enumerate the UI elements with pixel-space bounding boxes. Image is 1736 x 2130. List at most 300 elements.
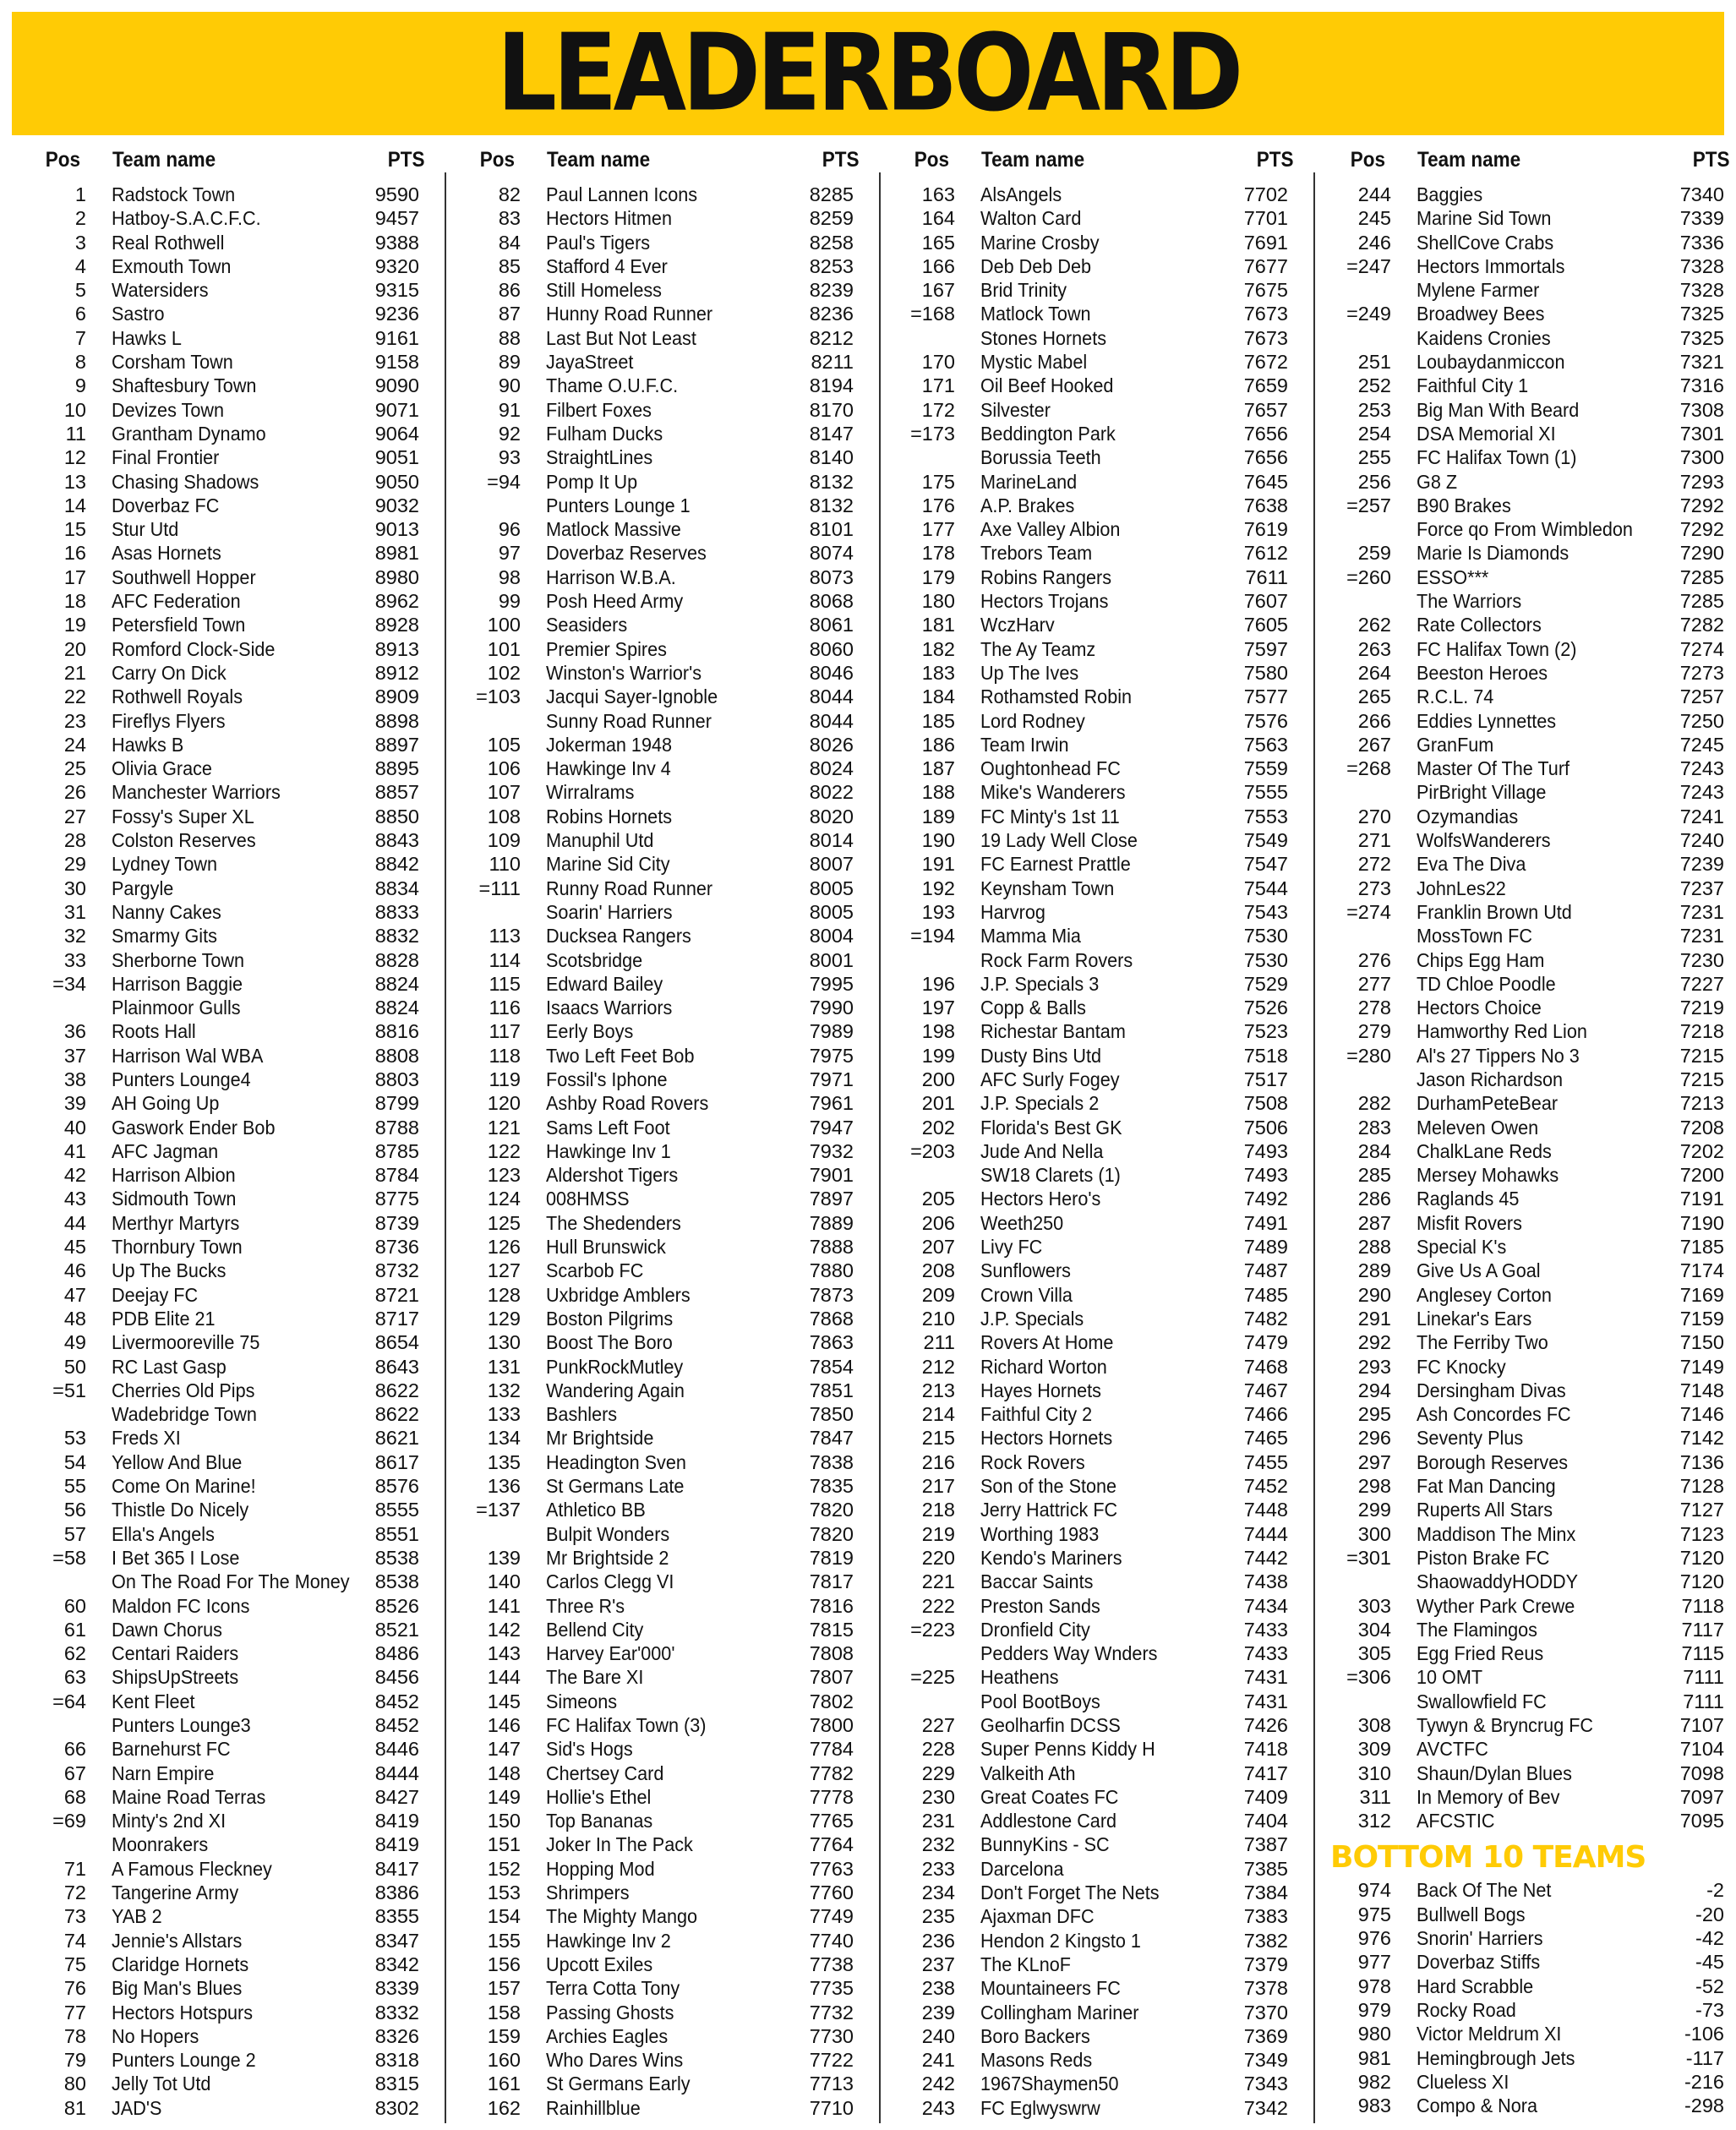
table-row — [29, 637, 434, 661]
position-cell: 276 — [1357, 948, 1391, 971]
table-row — [1334, 2094, 1736, 2117]
table-row — [1334, 1355, 1736, 1379]
position-cell: 240 — [921, 2024, 955, 2047]
position-cell: 7 — [74, 326, 86, 349]
points-cell: 7702 — [1243, 183, 1288, 205]
position-cell: 175 — [921, 470, 955, 493]
table-row — [898, 996, 1303, 1019]
table-row — [898, 756, 1303, 780]
position-cell: =173 — [910, 422, 955, 445]
points-cell: 8788 — [374, 1116, 419, 1139]
position-cell: 219 — [921, 1522, 955, 1545]
position-cell: 134 — [487, 1427, 521, 1450]
position-cell: 50 — [63, 1355, 86, 1378]
points-cell: 8643 — [374, 1355, 419, 1378]
team-name-cell: MarineLand — [980, 470, 1078, 493]
position-cell: 139 — [487, 1546, 521, 1569]
table-row — [1334, 350, 1736, 374]
points-cell: 7530 — [1243, 925, 1288, 948]
table-row — [1334, 948, 1736, 972]
position-cell: 41 — [63, 1139, 86, 1162]
table-row — [29, 541, 434, 565]
points-cell: -106 — [1684, 2023, 1724, 2045]
team-name-cell: Hull Brunswick — [546, 1236, 666, 1259]
points-cell: 9161 — [374, 326, 419, 349]
team-name-cell: The Shedenders — [546, 1211, 681, 1234]
team-name-cell: Rocky Road — [1417, 1998, 1516, 2021]
table-row — [463, 1832, 869, 1856]
table-row — [898, 302, 1303, 325]
points-cell: 7989 — [809, 1020, 854, 1043]
team-name-cell: Team Irwin — [980, 733, 1069, 756]
points-cell: 7580 — [1243, 661, 1288, 684]
table-row — [898, 1785, 1303, 1809]
points-cell: 7675 — [1243, 279, 1288, 302]
position-cell: 239 — [921, 2001, 955, 2024]
points-cell: 7820 — [809, 1499, 854, 1521]
table-row — [463, 1068, 869, 1091]
points-cell: 8621 — [374, 1427, 419, 1450]
points-cell: 9090 — [374, 374, 419, 397]
team-name-cell: Chertsey Card — [546, 1761, 664, 1784]
table-row — [29, 1068, 434, 1091]
team-name-cell: JohnLes22 — [1417, 877, 1506, 899]
points-cell: 7645 — [1243, 470, 1288, 493]
team-name-cell: No Hopers — [112, 2024, 199, 2047]
table-row — [463, 1904, 869, 1928]
position-cell: 312 — [1357, 1810, 1391, 1832]
table-row — [463, 2072, 869, 2095]
team-name-cell: PDB Elite 21 — [112, 1307, 216, 1330]
table-row — [463, 445, 869, 469]
position-cell: 298 — [1357, 1475, 1391, 1498]
team-name-cell: Harvrog — [980, 900, 1045, 923]
position-cell: 177 — [921, 518, 955, 541]
points-cell: 8850 — [374, 805, 419, 827]
team-name-cell: Dronfield City — [980, 1618, 1090, 1641]
points-cell: 7482 — [1243, 1307, 1288, 1330]
position-cell: 308 — [1357, 1714, 1391, 1736]
team-name-cell: Hectors Hotspurs — [112, 2001, 254, 2024]
position-cell: 2 — [74, 207, 86, 230]
team-name-cell: Big Man With Beard — [1417, 398, 1580, 421]
position-cell: 75 — [63, 1952, 86, 1975]
table-row — [463, 1641, 869, 1665]
points-cell: 7120 — [1679, 1570, 1724, 1593]
team-name-cell: Bulpit Wonders — [546, 1522, 670, 1545]
team-name-cell: Jude And Nella — [980, 1139, 1104, 1162]
points-cell: 7442 — [1243, 1546, 1288, 1569]
team-name-cell: Hawkinge Inv 4 — [546, 757, 671, 780]
points-cell: 7369 — [1243, 2024, 1288, 2047]
team-name-cell: Faithful City 2 — [980, 1403, 1093, 1426]
points-cell: 7465 — [1243, 1427, 1288, 1450]
points-cell: 7995 — [809, 972, 854, 995]
table-row — [29, 1474, 434, 1498]
points-cell: 9388 — [374, 231, 419, 254]
team-name-cell: JayaStreet — [546, 351, 634, 374]
position-cell: 157 — [487, 1977, 521, 2000]
position-cell: 980 — [1357, 2023, 1391, 2045]
team-name-cell: Hectors Immortals — [1417, 254, 1565, 277]
points-cell: 8452 — [374, 1714, 419, 1736]
position-cell: =249 — [1346, 303, 1391, 325]
team-name-cell: Cherries Old Pips — [112, 1379, 255, 1401]
points-cell: 8897 — [374, 733, 419, 756]
position-cell: 295 — [1357, 1403, 1391, 1426]
points-cell: 7659 — [1243, 374, 1288, 397]
position-cell: 215 — [921, 1427, 955, 1450]
points-cell: 9315 — [374, 279, 419, 302]
team-name-cell: WczHarv — [980, 614, 1055, 636]
team-name-cell: Posh Heed Army — [546, 590, 684, 613]
position-cell: =64 — [52, 1690, 86, 1712]
table-row — [463, 1163, 869, 1187]
points-cell: 7493 — [1243, 1139, 1288, 1162]
table-row — [1334, 1618, 1736, 1641]
table-row — [1334, 1594, 1736, 1618]
position-cell: 10 — [63, 398, 86, 421]
table-row — [463, 1713, 869, 1737]
position-cell: 286 — [1357, 1188, 1391, 1210]
points-cell: 7526 — [1243, 997, 1288, 1019]
team-name-cell: 008HMSS — [546, 1188, 630, 1210]
position-cell: 976 — [1357, 1927, 1391, 1950]
points-cell: 7975 — [809, 1044, 854, 1067]
points-cell: 7479 — [1243, 1331, 1288, 1354]
points-cell: 7491 — [1243, 1211, 1288, 1234]
position-cell: 982 — [1357, 2070, 1391, 2093]
points-cell: 7597 — [1243, 637, 1288, 660]
header-pos: Pos — [45, 148, 81, 172]
column-header — [463, 144, 869, 176]
table-row — [29, 685, 434, 708]
position-cell: 200 — [921, 1068, 955, 1090]
table-row — [898, 1091, 1303, 1115]
position-cell: 143 — [487, 1642, 521, 1665]
table-row — [1334, 278, 1736, 302]
position-cell: =223 — [910, 1618, 955, 1641]
team-name-cell: Archies Eagles — [546, 2024, 669, 2047]
points-cell: 8140 — [809, 446, 854, 469]
team-name-cell: Heathens — [980, 1666, 1059, 1689]
points-cell: 8617 — [374, 1450, 419, 1473]
points-cell: 7231 — [1679, 925, 1724, 948]
team-name-cell: Linekar's Ears — [1417, 1307, 1532, 1330]
position-cell: 9 — [74, 374, 86, 397]
table-row — [898, 326, 1303, 350]
team-name-cell: FC Earnest Prattle — [980, 853, 1131, 876]
points-cell: 7215 — [1679, 1068, 1724, 1090]
position-cell: 122 — [487, 1139, 521, 1162]
team-name-cell: Soarin' Harriers — [546, 900, 673, 923]
points-cell: 7850 — [809, 1403, 854, 1426]
points-cell: 7732 — [809, 2001, 854, 2024]
team-name-cell: B90 Brakes — [1417, 494, 1511, 516]
team-name-cell: Dersingham Divas — [1417, 1379, 1566, 1401]
team-name-cell: Winston's Warrior's — [546, 661, 702, 684]
team-name-cell: Harrison Wal WBA — [112, 1044, 264, 1067]
team-name-cell: Harrison Baggie — [112, 972, 243, 995]
table-row — [1334, 1379, 1736, 1402]
position-cell: 244 — [1357, 183, 1391, 205]
team-name-cell: Deb Deb Deb — [980, 254, 1091, 277]
table-row — [29, 1881, 434, 1904]
position-cell: 108 — [487, 805, 521, 827]
position-cell: 300 — [1357, 1522, 1391, 1545]
position-cell: 217 — [921, 1475, 955, 1498]
table-row — [1334, 1522, 1736, 1546]
table-row — [463, 2048, 869, 2072]
table-row — [1334, 877, 1736, 900]
table-row — [898, 1952, 1303, 1976]
position-cell: 135 — [487, 1450, 521, 1473]
position-cell: 171 — [921, 374, 955, 397]
points-cell: 7343 — [1243, 2073, 1288, 2095]
team-name-cell: Rock Farm Rovers — [980, 948, 1133, 971]
team-name-cell: Filbert Foxes — [546, 398, 652, 421]
position-cell: 222 — [921, 1594, 955, 1617]
position-cell: 148 — [487, 1761, 521, 1784]
table-row — [898, 1737, 1303, 1761]
position-cell: =280 — [1346, 1044, 1391, 1067]
position-cell: 270 — [1357, 805, 1391, 827]
team-name-cell: Nanny Cakes — [112, 900, 221, 923]
table-row — [1334, 852, 1736, 876]
position-cell: =274 — [1346, 900, 1391, 923]
table-row — [463, 1570, 869, 1593]
position-cell: 91 — [498, 398, 521, 421]
position-cell: =306 — [1346, 1666, 1391, 1689]
team-name-cell: Bashlers — [546, 1403, 618, 1426]
table-row — [898, 709, 1303, 733]
points-cell: 8339 — [374, 1977, 419, 2000]
team-name-cell: Seasiders — [546, 614, 628, 636]
points-cell: 8739 — [374, 1211, 419, 1234]
table-row — [29, 877, 434, 900]
team-name-cell: Shrimpers — [546, 1882, 630, 1904]
team-name-cell: ShipsUpStreets — [112, 1666, 239, 1689]
points-cell: 8622 — [374, 1379, 419, 1401]
team-name-cell: AFC Jagman — [112, 1139, 219, 1162]
position-cell: 66 — [63, 1738, 86, 1761]
table-row — [1334, 422, 1736, 445]
position-cell: 291 — [1357, 1307, 1391, 1330]
team-name-cell: Wyther Park Crewe — [1417, 1594, 1575, 1617]
position-cell: 159 — [487, 2024, 521, 2047]
table-row — [898, 1522, 1303, 1546]
header-pts: PTS — [1692, 148, 1730, 172]
table-row — [463, 1498, 869, 1521]
points-cell: 7098 — [1679, 1761, 1724, 1784]
table-row — [463, 278, 869, 302]
table-row — [1334, 637, 1736, 661]
position-cell: 259 — [1357, 542, 1391, 565]
position-cell: 147 — [487, 1738, 521, 1761]
points-cell: 7802 — [809, 1690, 854, 1712]
team-name-cell: Top Bananas — [546, 1810, 653, 1832]
table-row — [29, 494, 434, 517]
points-cell: 7889 — [809, 1211, 854, 1234]
team-name-cell: Harvey Ear'000' — [546, 1642, 675, 1665]
position-cell: 181 — [921, 614, 955, 636]
position-cell: 285 — [1357, 1164, 1391, 1187]
team-name-cell: Anglesey Corton — [1417, 1283, 1552, 1306]
table-row — [1334, 1211, 1736, 1235]
position-cell: 81 — [63, 2096, 86, 2119]
points-cell: 7417 — [1243, 1761, 1288, 1784]
position-cell: 158 — [487, 2001, 521, 2024]
team-name-cell: Jerry Hattrick FC — [980, 1499, 1118, 1521]
table-row — [463, 637, 869, 661]
table-row — [1334, 254, 1736, 278]
table-row — [463, 1976, 869, 2000]
table-row — [1334, 1450, 1736, 1474]
position-cell: 71 — [63, 1857, 86, 1880]
position-cell: 101 — [487, 637, 521, 660]
team-name-cell: Jason Richardson — [1417, 1068, 1564, 1090]
team-name-cell: Up The Ives — [980, 661, 1079, 684]
points-cell: 7257 — [1679, 685, 1724, 708]
points-cell: 8576 — [374, 1475, 419, 1498]
points-cell: 7947 — [809, 1116, 854, 1139]
table-row — [29, 756, 434, 780]
points-cell: 7619 — [1243, 518, 1288, 541]
position-cell: 30 — [63, 877, 86, 899]
points-cell: 7136 — [1679, 1450, 1724, 1473]
position-cell: 975 — [1357, 1903, 1391, 1925]
position-cell: 80 — [63, 2073, 86, 2095]
team-name-cell: Dawn Chorus — [112, 1618, 222, 1641]
team-name-cell: Hunny Road Runner — [546, 303, 713, 325]
position-cell: 77 — [63, 2001, 86, 2024]
table-row — [463, 1737, 869, 1761]
points-cell: 8736 — [374, 1236, 419, 1259]
points-cell: 7383 — [1243, 1905, 1288, 1928]
position-cell: 22 — [63, 685, 86, 708]
table-row — [463, 422, 869, 445]
team-name-cell: Baggies — [1417, 183, 1483, 205]
points-cell: 7506 — [1243, 1116, 1288, 1139]
points-cell: 7245 — [1679, 733, 1724, 756]
position-cell: =225 — [910, 1666, 955, 1689]
header-pts: PTS — [387, 148, 425, 172]
header-pts: PTS — [1256, 148, 1294, 172]
team-name-cell: Snorin' Harriers — [1417, 1927, 1543, 1950]
points-cell: 8326 — [374, 2024, 419, 2047]
points-cell: 7487 — [1243, 1259, 1288, 1282]
points-cell: 7418 — [1243, 1738, 1288, 1761]
position-cell: 42 — [63, 1164, 86, 1187]
points-cell: 7231 — [1679, 900, 1724, 923]
position-cell: 23 — [63, 709, 86, 732]
points-cell: 8132 — [809, 494, 854, 516]
position-cell: 73 — [63, 1905, 86, 1928]
table-row — [898, 1594, 1303, 1618]
team-name-cell: Baccar Saints — [980, 1570, 1094, 1593]
team-name-cell: Scarbob FC — [546, 1259, 644, 1282]
team-name-cell: FC Halifax Town (1) — [1417, 446, 1577, 469]
table-row — [29, 1665, 434, 1689]
team-name-cell: Florida's Best GK — [980, 1116, 1122, 1139]
points-cell: 7301 — [1679, 422, 1724, 445]
team-name-cell: Asas Hornets — [112, 542, 221, 565]
points-cell: 7159 — [1679, 1307, 1724, 1330]
table-row — [898, 1641, 1303, 1665]
team-name-cell: Mountaineers FC — [980, 1977, 1121, 2000]
points-cell: 8239 — [809, 279, 854, 302]
position-cell: 97 — [498, 542, 521, 565]
points-cell: 7749 — [809, 1905, 854, 1928]
position-cell: 142 — [487, 1618, 521, 1641]
table-row — [1334, 470, 1736, 494]
points-cell: 7149 — [1679, 1355, 1724, 1378]
table-row — [29, 900, 434, 924]
team-name-cell: AlsAngels — [980, 183, 1062, 205]
table-row — [898, 972, 1303, 996]
team-name-cell: Thornbury Town — [112, 1236, 243, 1259]
position-cell: =247 — [1346, 254, 1391, 277]
points-cell: 7118 — [1681, 1594, 1724, 1617]
header-pts: PTS — [822, 148, 860, 172]
team-name-cell: ShellCove Crabs — [1417, 231, 1554, 254]
header-pos: Pos — [914, 148, 950, 172]
position-cell: 262 — [1357, 614, 1391, 636]
team-name-cell: Hollie's Ethel — [546, 1785, 652, 1808]
team-name-cell: Manchester Warriors — [112, 781, 281, 804]
team-name-cell: MossTown FC — [1417, 925, 1532, 948]
table-row — [898, 948, 1303, 972]
position-cell: 229 — [921, 1761, 955, 1784]
points-cell: 8132 — [809, 470, 854, 493]
table-row — [463, 709, 869, 733]
table-row — [898, 206, 1303, 230]
column-header — [1334, 144, 1736, 176]
table-row — [1334, 1737, 1736, 1761]
points-cell: 7782 — [809, 1761, 854, 1784]
points-cell: 8538 — [374, 1570, 419, 1593]
team-name-cell: Stur Utd — [112, 518, 179, 541]
table-row — [898, 422, 1303, 445]
table-row — [898, 900, 1303, 924]
table-row — [463, 877, 869, 900]
points-cell: 9457 — [374, 207, 419, 230]
table-row — [29, 2048, 434, 2072]
position-cell: 188 — [921, 781, 955, 804]
team-name-cell: Hayes Hornets — [980, 1379, 1102, 1401]
table-row — [463, 1307, 869, 1330]
position-cell: 12 — [63, 446, 86, 469]
points-cell: -117 — [1685, 2046, 1724, 2069]
position-cell: 141 — [487, 1594, 521, 1617]
position-cell: =257 — [1346, 494, 1391, 516]
table-row — [898, 1307, 1303, 1330]
points-cell: 7932 — [809, 1139, 854, 1162]
table-row — [898, 1379, 1303, 1402]
position-cell: 284 — [1357, 1139, 1391, 1162]
table-row — [29, 1355, 434, 1379]
table-row — [463, 828, 869, 852]
position-cell: 186 — [921, 733, 955, 756]
table-row — [898, 1044, 1303, 1068]
points-cell: 8074 — [809, 542, 854, 565]
table-row — [898, 661, 1303, 685]
table-row — [29, 1832, 434, 1856]
points-cell: 8928 — [374, 614, 419, 636]
team-name-cell: Isaacs Warriors — [546, 997, 673, 1019]
table-row — [29, 2096, 434, 2120]
team-name-cell: Lydney Town — [112, 853, 218, 876]
